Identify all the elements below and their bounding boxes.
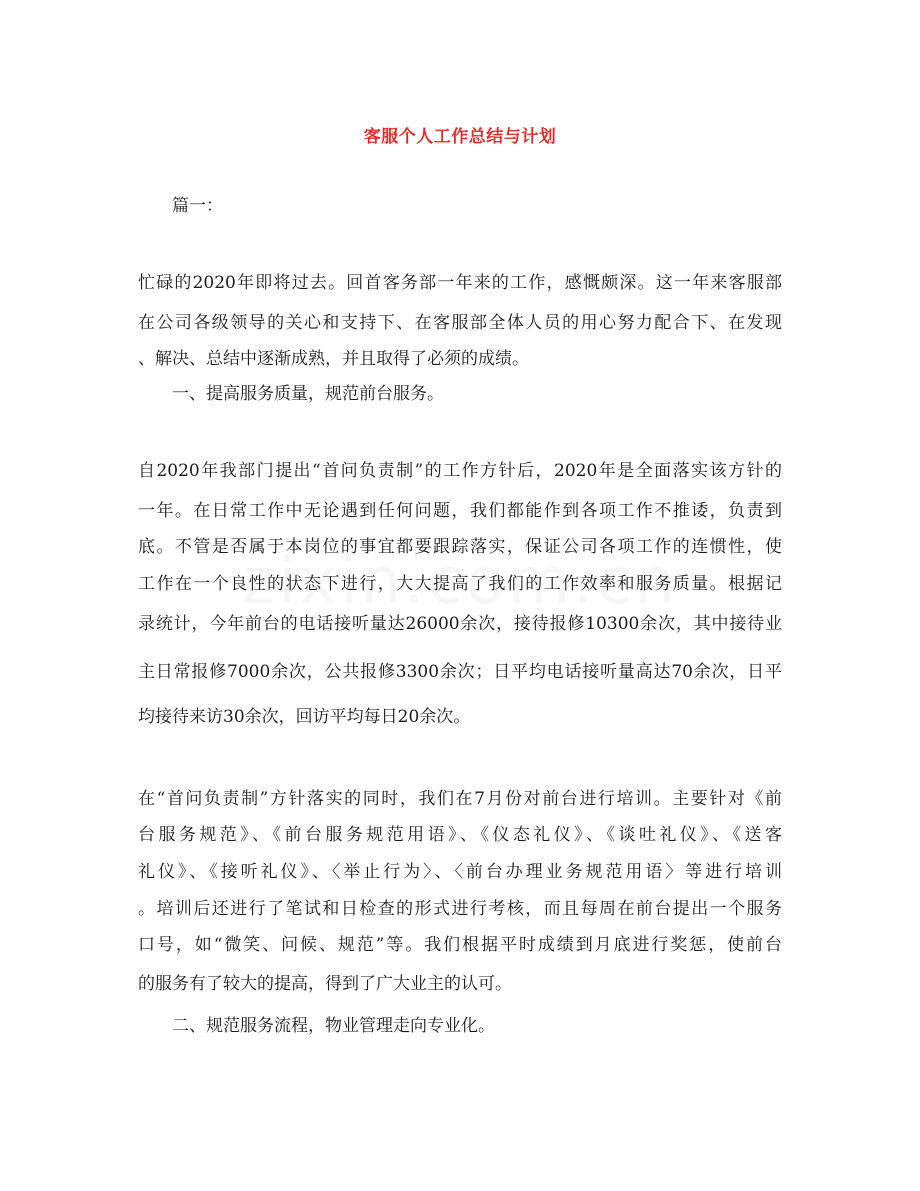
paragraph3-line: 的服务有了较大的提高，得到了广大业主的认可。	[138, 974, 512, 994]
paragraph2-line: 工作在一个良性的状态下进行，大大提高了我们的工作效率和服务质量。根据记	[138, 574, 782, 594]
paragraph2-line: 一年。在日常工作中无论遇到任何问题，我们都能作到各项工作不推诿，负责到	[138, 501, 782, 521]
paragraph1-line: 、解决、总结中逐渐成熟，并且取得了必须的成绩。	[138, 349, 529, 369]
paragraph2-line: 自2020年我部门提出“首问负责制”的工作方针后，2020年是全面落实该方针的	[138, 461, 782, 481]
heading-2: 二、规范服务流程，物业管理走向专业化。	[172, 1016, 495, 1036]
paragraph3-line: 口号，如“微笑、问候、规范”等。我们根据平时成绩到月底进行奖惩，使前台	[138, 935, 782, 955]
heading-1: 一、提高服务质量，规范前台服务。	[172, 384, 444, 404]
paragraph3-line: 台服务规范》、《前台服务规范用语》、《仪态礼仪》、《谈吐礼仪》、《送客	[138, 825, 782, 845]
paragraph2-line: 主日常报修7000余次，公共报修3300余次；日平均电话接听量高达70余次，日平	[138, 662, 782, 682]
section-label: 篇一：	[172, 196, 223, 216]
paragraph2-line: 底。不管是否属于本岗位的事宜都要跟踪落实，保证公司各项工作的连惯性，使	[138, 537, 782, 557]
paragraph2-line: 录统计，今年前台的电话接听量达26000余次，接待报修10300余次，其中接待业	[138, 614, 782, 634]
paragraph3-line: 。培训后还进行了笔试和日检查的形式进行考核，而且每周在前台提出一个服务	[138, 899, 782, 919]
paragraph2-line: 均接待来访30余次，回访平均每日20余次。	[138, 707, 471, 727]
paragraph1-line: 在公司各级领导的关心和支持下、在客服部全体人员的用心努力配合下、在发现	[138, 313, 782, 333]
paragraph3-line: 在“首问负责制”方针落实的同时，我们在7月份对前台进行培训。主要针对《前	[138, 789, 782, 809]
paragraph3-line: 礼仪》、《接听礼仪》、〈举止行为〉、〈前台办理业务规范用语〉等进行培训	[138, 862, 782, 882]
paragraph1-line: 忙碌的2020年即将过去。回首客务部一年来的工作，感慨颇深。这一年来客服部	[138, 273, 782, 293]
document-title: 客服个人工作总结与计划	[363, 127, 557, 147]
